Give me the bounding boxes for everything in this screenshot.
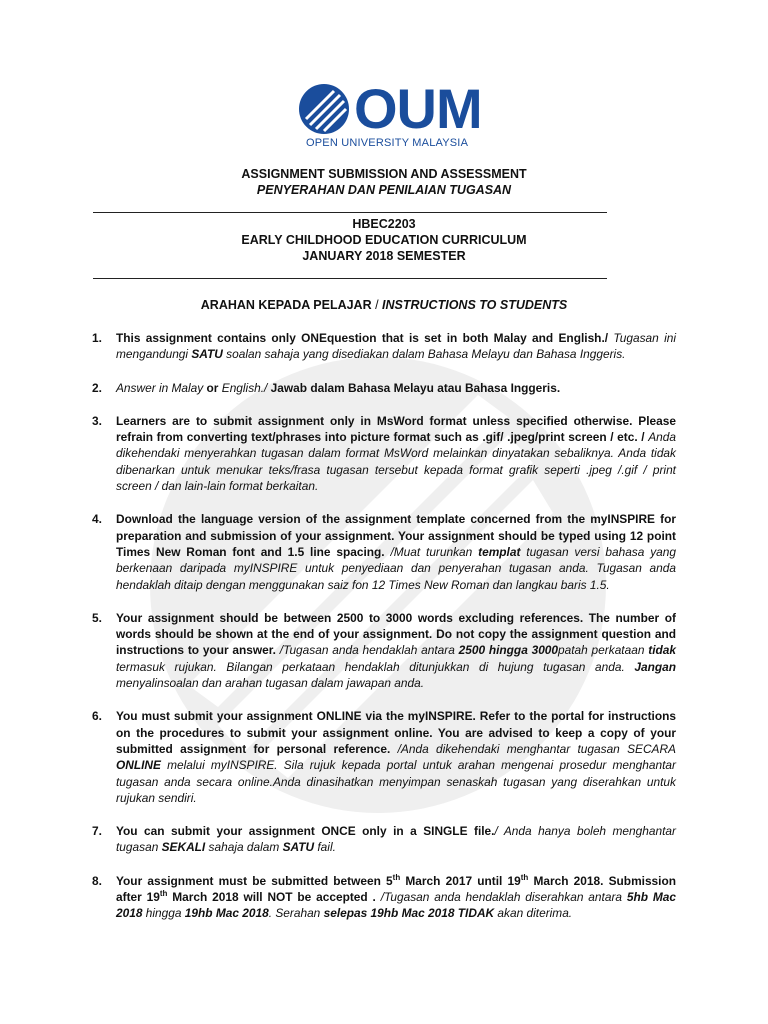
instruction-item-1: 1. This assignment contains only ONEquestion that is set in both Malay and English./ Tugasan ini mengandungi SATU soalan sahaja yang disediakan dalam Bahasa Melayu dan Bahasa Inggeris. bbox=[92, 331, 677, 362]
divider-top bbox=[93, 212, 607, 213]
course-name: EARLY CHILDHOOD EDUCATION CURRICULUM bbox=[241, 233, 527, 247]
instruction-item-5: 5. Your assignment should be between 2500 to 3000 words excluding references. The number of words should be shown at the end of your assignment. Do not copy the assignment question and instructions to your answer. /Tugasan anda hendaklah antara 2500 hingga 3000patah perkataan tidak termasuk rujukan. Bilangan perkataan hendaklah ditunjukkan di hujung tugasan anda. Jangan menyalinsoalan dan arahan tugasan dalam jawapan anda. bbox=[92, 610, 676, 691]
oum-logo bbox=[298, 77, 482, 140]
logo-wordmark: OUM bbox=[354, 77, 482, 140]
title-ms: PENYERAHAN DAN PENILAIAN TUGASAN bbox=[256, 183, 512, 197]
title-en: ASSIGNMENT SUBMISSION AND ASSESSMENT bbox=[241, 167, 527, 181]
course-code: HBEC2203 bbox=[352, 217, 416, 231]
instruction-item-8: 8. Your assignment must be submitted between 5th March 2017 until 19th March 2018. Submission after 19th March 2018 will NOT be accepted . /Tugasan anda hendaklah diserahkan antara 5hb Mac 2018 hingga 19hb Mac 2018. Serahan selepas 19hb Mac 2018 TIDAK akan diterima. bbox=[92, 872, 677, 921]
oum-globe-icon bbox=[298, 83, 350, 135]
instruction-item-2: 2. Answer in Malay or English./ Jawab dalam Bahasa Melayu atau Bahasa Inggeris. bbox=[92, 380, 561, 395]
instruction-item-3: 3. Learners are to submit assignment only in MsWord format unless specified otherwise. Please refrain from converting text/phrases into picture format such as .gif/ .jpeg/print screen / etc. / Anda dikehendaki menyerahkan tugasan dalam format MsWord melainkan dinyatakan sebaliknya. Anda tidak dibenarkan untuk menukar teks/frasa tugasan tersebut kepada format grafik seperti .jpeg /.gif / print screen / dan lain-lain format berkaitan. bbox=[92, 413, 676, 494]
instructions-list bbox=[92, 330, 676, 939]
instructions-heading: ARAHAN KEPADA PELAJAR / INSTRUCTIONS TO STUDENTS bbox=[200, 298, 568, 312]
semester: JANUARY 2018 SEMESTER bbox=[302, 249, 466, 263]
logo-subtitle: OPEN UNIVERSITY MALAYSIA bbox=[306, 137, 469, 149]
instruction-item-7: 7. You can submit your assignment ONCE only in a SINGLE file./ Anda hanya boleh menghantar tugasan SEKALI sahaja dalam SATU fail. bbox=[92, 824, 676, 855]
instruction-item-4: 4. Download the language version of the assignment template concerned from the myINSPIRE for preparation and submission of your assignment. Your assignment should be typed using 12 point Times New Roman font and 1.5 line spacing. /Muat turunkan templat tugasan versi bahasa yang berkenaan daripada myINSPIRE untuk penyediaan dan penyerahan tugasan anda. Tugasan anda hendaklah ditaip dengan menggunakan saiz fon 12 Times New Roman dan langkau baris 1.5. bbox=[92, 512, 676, 592]
divider-bottom bbox=[93, 278, 607, 279]
instruction-item-6: 6. You must submit your assignment ONLINE via the myINSPIRE. Refer to the portal for instructions on the procedures to submit your assignment online. You are advised to keep a copy of your submitted assignment for personal reference. /Anda dikehendaki menghantar tugasan SECARA ONLINE melalui myINSPIRE. Sila rujuk kepada portal untuk arahan mengenai prosedur menghantar tugasan anda secara online.Anda dinasihatkan menyimpan senaskah tugasan yang diserahkan untuk rujukan sendiri. bbox=[92, 709, 676, 805]
